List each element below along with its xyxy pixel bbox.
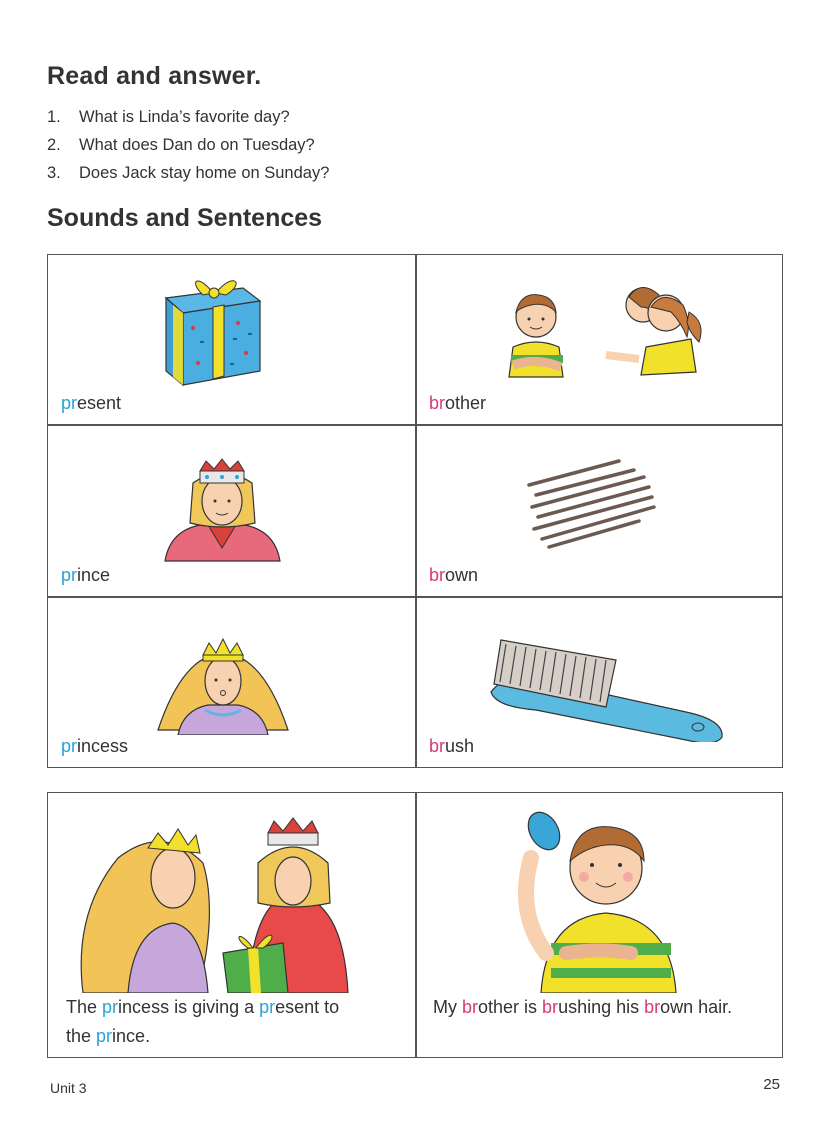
word-label-princess: princess <box>61 736 129 756</box>
question-list <box>47 104 547 188</box>
sentence-text-left: The princess is giving a present to the prince. <box>66 997 340 1046</box>
sentence-text-right: My brother is brushing his brown hair. <box>433 997 733 1017</box>
word-label-prince: prince <box>61 565 111 585</box>
brother-and-sister-icon <box>491 267 731 382</box>
sounds-and-sentences-heading: Sounds and Sentences <box>47 204 323 232</box>
word-card-brush <box>416 597 782 767</box>
question-text: What does Dan do on Tuesday? <box>79 136 315 154</box>
question-text: What is Linda’s favorite day? <box>79 108 290 126</box>
word-label-brother: brother <box>429 393 487 413</box>
word-label-brush: brush <box>429 736 475 756</box>
word-label-brown: brown <box>429 565 479 585</box>
hairbrush-icon <box>486 632 736 742</box>
word-card-princess <box>48 597 415 767</box>
question-item <box>47 104 547 132</box>
question-text: Does Jack stay home on Sunday? <box>79 164 330 182</box>
sentence-panels <box>47 792 783 1058</box>
read-and-answer-heading: Read and answer. <box>47 62 262 90</box>
word-grid <box>47 254 783 768</box>
princess-icon <box>153 625 293 735</box>
princess-giving-present-icon <box>78 803 368 993</box>
present-icon <box>158 263 268 388</box>
question-number: 3. <box>47 164 61 182</box>
page-number: 25 <box>763 1076 780 1093</box>
sentence-panel-brother-brushing <box>416 793 782 1056</box>
word-label-present: present <box>61 393 122 413</box>
brother-brushing-hair-icon <box>506 803 706 993</box>
word-card-brother <box>416 255 782 424</box>
word-card-brown <box>416 425 782 596</box>
question-item <box>47 160 547 188</box>
word-card-prince <box>48 425 415 596</box>
question-number: 2. <box>47 136 61 154</box>
brown-crayon-scribble-icon <box>524 455 664 555</box>
sentence-panel-princess-prince <box>48 793 415 1056</box>
question-item <box>47 132 547 160</box>
question-number: 1. <box>47 108 61 126</box>
prince-icon <box>160 453 285 563</box>
unit-label: Unit 3 <box>50 1080 87 1096</box>
word-card-present <box>48 255 415 424</box>
